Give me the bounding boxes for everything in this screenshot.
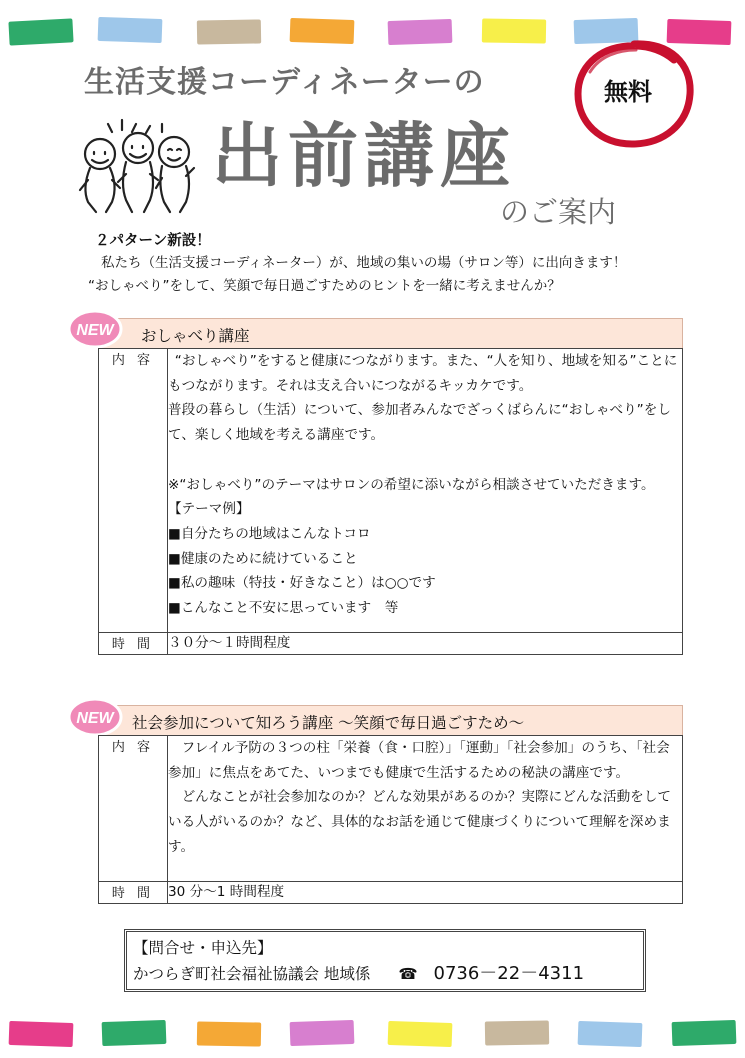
guide-label: のご案内	[500, 195, 617, 229]
tape-strip	[8, 18, 73, 45]
content-label: 内 容	[99, 736, 168, 882]
section-title: 社会参加について知ろう講座 ～笑顔で毎日過ごすため～	[132, 714, 525, 732]
content-paragraph: フレイル予防の３つの柱「栄養（食・口腔）」「運動」「社会参加」のうち、「社会参加」に焦点をあてた、いつまでも健康で生活するための秘訣の講座です。	[168, 740, 670, 781]
theme-item: ■健康のために続けていること	[168, 550, 358, 567]
tape-strip	[388, 19, 453, 45]
new-badge-label: NEW	[76, 322, 114, 339]
free-badge: 無料	[604, 78, 652, 106]
content-paragraph: 【テーマ例】	[168, 501, 250, 518]
tape-strip	[485, 1020, 549, 1045]
theme-item: ■自分たちの地域はこんなトコロ	[168, 525, 371, 542]
tape-strip	[482, 18, 546, 43]
theme-item: ■こんなこと不安に思っています 等	[168, 600, 399, 617]
time-value: 30 分～1 時間程度	[168, 882, 683, 904]
contact-box	[124, 929, 646, 992]
tape-strip	[672, 1020, 737, 1046]
tape-strip	[290, 18, 355, 44]
page-title: 出前講座	[212, 115, 516, 197]
tape-strip	[578, 1021, 643, 1047]
section-header-social	[98, 705, 683, 736]
time-label: 時 間	[99, 633, 168, 655]
section-table-social	[98, 735, 683, 904]
content-paragraph: “おしゃべり”をすると健康につながります。また、“人を知り、地域を知る”ことにもつながります。それは支え合いにつながるキッカケです。	[168, 353, 678, 394]
theme-item: ■私の趣味（特技・好きなこと）は○○です	[168, 575, 436, 592]
tape-strip	[9, 1021, 74, 1047]
contact-phone[interactable]: 0736－22－4311	[433, 963, 585, 984]
tape-strip	[290, 1020, 355, 1046]
intro-line: “おしゃべり”をして、笑顔で毎日過ごすためのヒントを一緒に考えませんか？	[88, 278, 561, 294]
tape-strip	[388, 1021, 453, 1047]
content-paragraph: ※“おしゃべり”のテーマはサロンの希望に添いながら相談させていただきます。	[168, 476, 655, 493]
tape-strip	[98, 17, 163, 43]
section-title: おしゃべり講座	[141, 327, 250, 345]
time-label: 時 間	[99, 882, 168, 904]
section-header-oshaberi	[98, 318, 683, 349]
contact-org: かつらぎ町社会福祉協議会 地域係	[133, 965, 371, 983]
tape-strip	[102, 1020, 167, 1046]
time-value: ３０分～１時間程度	[168, 633, 683, 655]
content-paragraph: 普段の暮らし（生活）について、参加者みんなでざっくばらんに“おしゃべり”をして、楽しく地域を考える講座です。	[168, 402, 671, 444]
section-table-oshaberi	[98, 348, 683, 655]
content-paragraph: どんなことが社会参加なのか？どんな効果があるのか？実際にどんな活動をしている人がいるのか？など、具体的なお話を通じて健康づくりについて理解を深めます。	[168, 789, 671, 855]
new-badge-label: NEW	[76, 710, 114, 727]
content-cell	[168, 349, 683, 633]
intro-heading: ２パターン新設！	[95, 233, 211, 249]
tape-strip	[197, 19, 261, 44]
tape-strip	[197, 1021, 261, 1046]
contact-heading: 【問合せ・申込先】	[133, 939, 273, 957]
content-blank-line	[168, 448, 682, 473]
phone-icon: ☎	[398, 965, 418, 983]
new-badge-icon	[66, 308, 124, 350]
content-cell	[168, 736, 683, 882]
content-label: 内 容	[99, 349, 168, 633]
subtitle: 生活支援コーディネーターの	[84, 65, 485, 100]
new-badge-icon	[66, 696, 124, 738]
intro-line: 私たち（生活支援コーディネーター）が、地域の集いの場（サロン等）に出向きます！	[101, 255, 627, 271]
three-people-illustration-icon	[78, 118, 196, 216]
